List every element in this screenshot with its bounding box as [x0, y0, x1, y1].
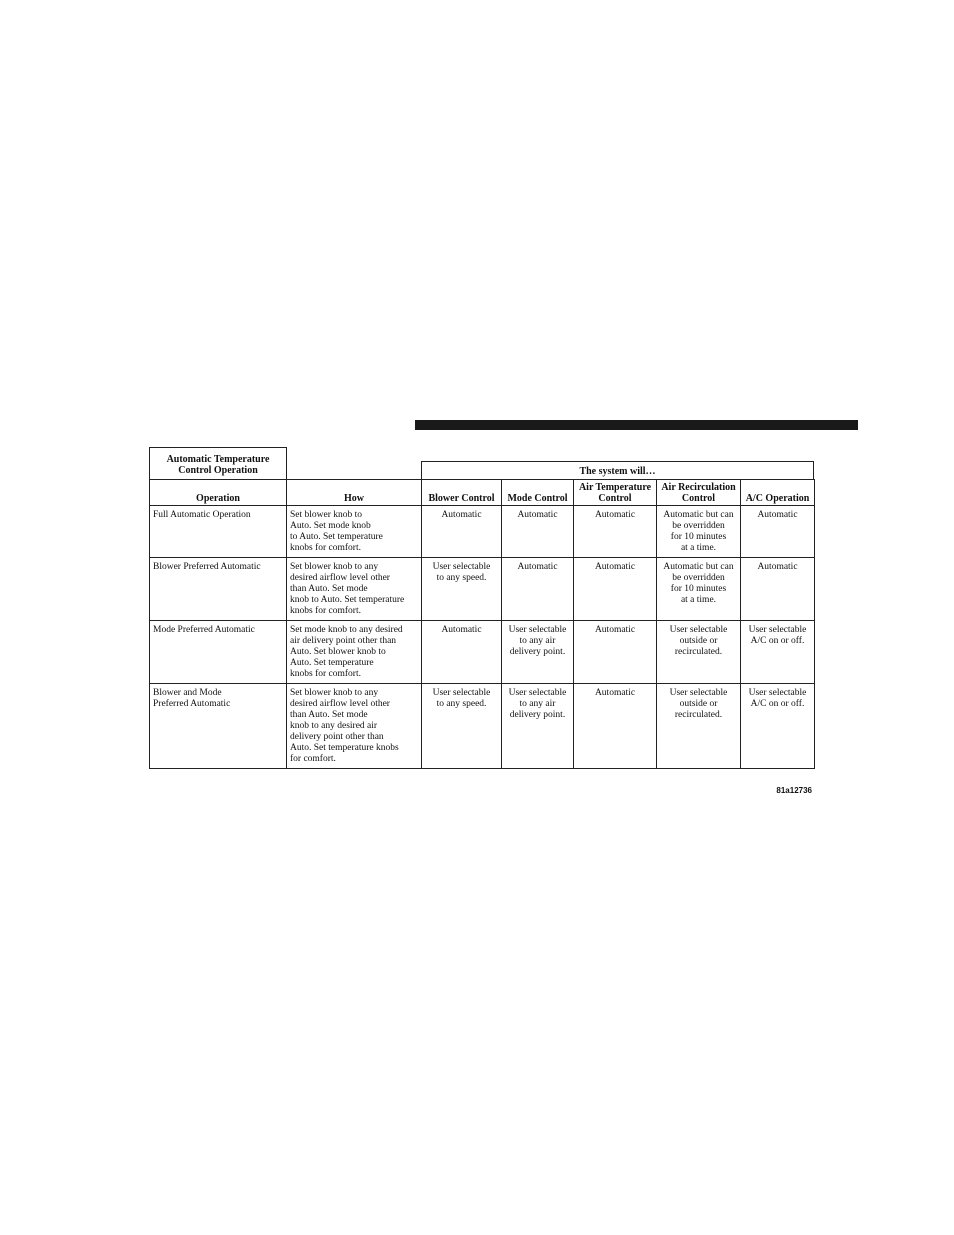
cell-ac-operation: Automatic: [741, 506, 815, 558]
cell-air-recirculation: User selectable outside or recirculated.: [657, 684, 741, 769]
cell-how: Set mode knob to any desired air delivery point other than Auto. Set blower knob to Auto. Set temperature knobs for comfort.: [287, 621, 422, 684]
group-header: The system will…: [421, 461, 814, 480]
cell-air-recirculation: Automatic but can be overridden for 10 minutes at a time.: [657, 558, 741, 621]
cell-air-temperature: Automatic: [574, 684, 657, 769]
table-row: [150, 684, 815, 769]
table-row: [150, 558, 815, 621]
cell-how: Set blower knob to any desired airflow level other than Auto. Set mode knob to any desired air delivery point other than Auto. Set temperature knobs for comfort.: [287, 684, 422, 769]
cell-air-temperature: Automatic: [574, 558, 657, 621]
column-header-blower-control: Blower Control: [422, 480, 502, 506]
cell-how: Set blower knob to any desired airflow level other than Auto. Set mode knob to Auto. Set temperature knobs for comfort.: [287, 558, 422, 621]
cell-operation: Blower Preferred Automatic: [150, 558, 287, 621]
cell-blower-control: User selectable to any speed.: [422, 558, 502, 621]
column-header-mode-control: Mode Control: [502, 480, 574, 506]
cell-air-temperature: Automatic: [574, 506, 657, 558]
cell-operation: Full Automatic Operation: [150, 506, 287, 558]
column-header-how: How: [287, 480, 422, 506]
cell-mode-control: Automatic: [502, 558, 574, 621]
cell-mode-control: User selectable to any air delivery point.: [502, 684, 574, 769]
figure-id: 81a12736: [776, 786, 812, 795]
cell-blower-control: Automatic: [422, 621, 502, 684]
cell-blower-control: User selectable to any speed.: [422, 684, 502, 769]
cell-mode-control: User selectable to any air delivery point.: [502, 621, 574, 684]
table-header-row: [150, 480, 815, 506]
cell-operation: Blower and Mode Preferred Automatic: [150, 684, 287, 769]
cell-air-temperature: Automatic: [574, 621, 657, 684]
column-header-air-recirculation-control: Air Recirculation Control: [657, 480, 741, 506]
table-row: [150, 506, 815, 558]
column-header-ac-operation: A/C Operation: [741, 480, 815, 506]
cell-air-recirculation: User selectable outside or recirculated.: [657, 621, 741, 684]
table-row: [150, 621, 815, 684]
cell-air-recirculation: Automatic but can be overridden for 10 minutes at a time.: [657, 506, 741, 558]
cell-how: Set blower knob to Auto. Set mode knob to Auto. Set temperature knobs for comfort.: [287, 506, 422, 558]
column-header-operation: Operation: [150, 480, 287, 506]
cell-blower-control: Automatic: [422, 506, 502, 558]
cell-mode-control: Automatic: [502, 506, 574, 558]
cell-ac-operation: Automatic: [741, 558, 815, 621]
column-header-air-temperature-control: Air Temperature Control: [574, 480, 657, 506]
table-title: Automatic Temperature Control Operation: [149, 447, 287, 481]
cell-ac-operation: User selectable A/C on or off.: [741, 684, 815, 769]
operation-table: [149, 479, 815, 769]
section-header-bar: [415, 420, 858, 430]
cell-ac-operation: User selectable A/C on or off.: [741, 621, 815, 684]
cell-operation: Mode Preferred Automatic: [150, 621, 287, 684]
